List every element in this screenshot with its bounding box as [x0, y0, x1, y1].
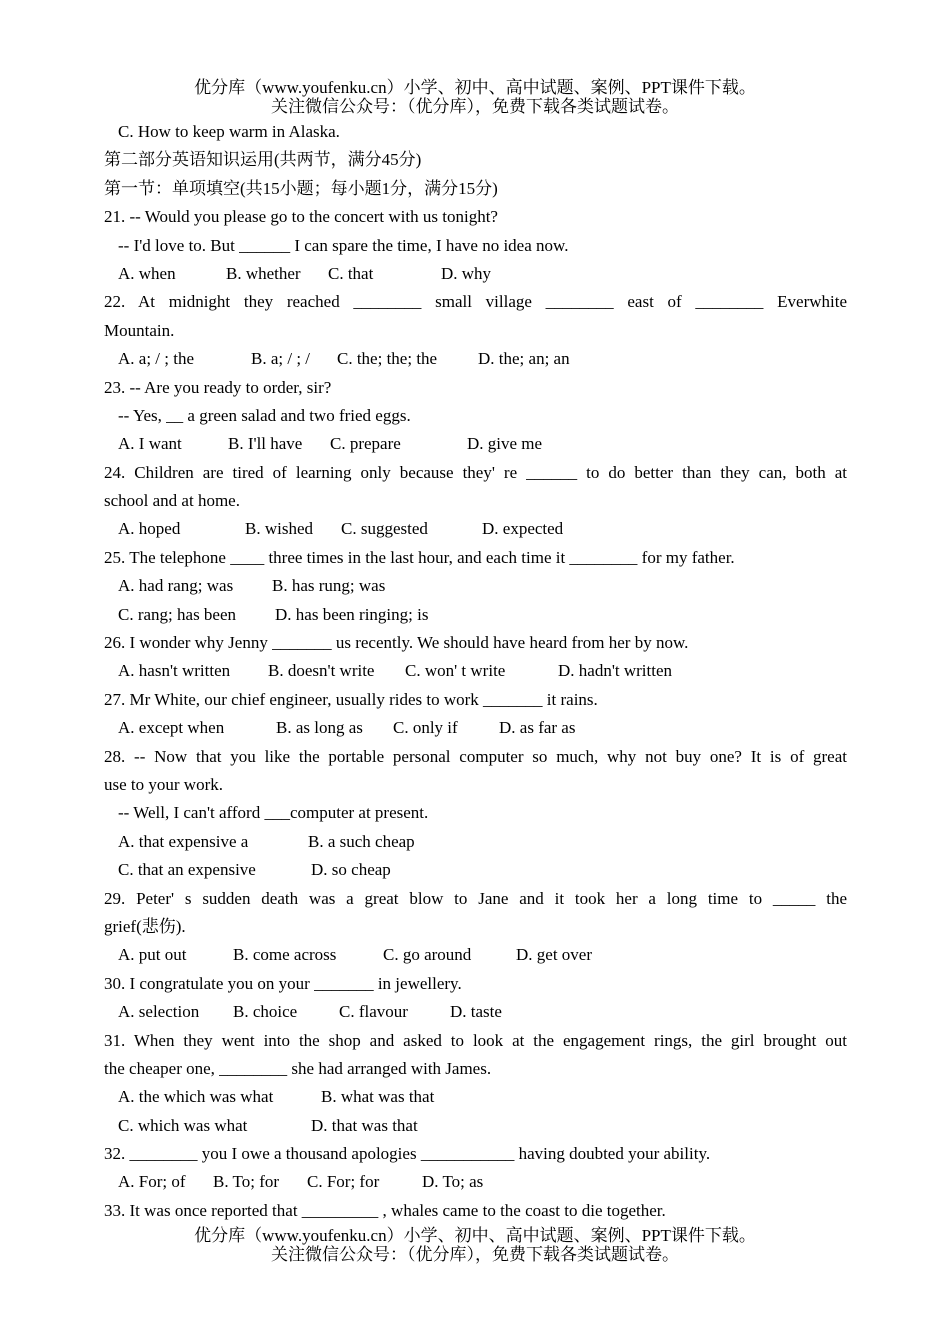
question-25-options-2 — [104, 601, 847, 629]
question-32: 32. ________ you I owe a thousand apologies ___________ having doubted your ability. — [104, 1144, 711, 1164]
page-footer — [0, 1226, 950, 1264]
question-21: 21. -- Would you please go to the concert with us tonight? — [104, 207, 498, 227]
question-25: 25. The telephone ____ three times in the last hour, and each time it ________ for my father. — [104, 547, 735, 567]
option-c: C. prepare — [330, 434, 401, 454]
option-a: A. selection — [118, 1002, 200, 1022]
option-a: A. that expensive a — [118, 831, 249, 851]
option-a: A. the which was what — [118, 1087, 274, 1107]
option-a: A. put out — [118, 945, 187, 965]
question-24: 24. Children are tired of learning only because they' re ______ to do better than they can, both at — [104, 462, 847, 482]
question-33: 33. It was once reported that _________ , whales came to the coast to die together. — [104, 1200, 666, 1220]
option-b: B. wished — [245, 519, 313, 539]
question-24-options — [104, 515, 847, 543]
option-d: D. give me — [467, 434, 543, 454]
option-c: C. For; for — [307, 1172, 380, 1192]
question-23-options — [104, 430, 847, 458]
option-c: C. flavour — [339, 1002, 408, 1022]
question-30: 30. I congratulate you on your _______ in jewellery. — [104, 973, 462, 993]
option-a: A. For; of — [118, 1172, 186, 1192]
question-31-options-1 — [104, 1083, 847, 1111]
option-d: D. that was that — [311, 1115, 418, 1135]
option-c: C. which was what — [118, 1115, 248, 1135]
question-21-options — [104, 260, 847, 288]
question-25-options-1 — [104, 572, 847, 600]
previous-option: C. How to keep warm in Alaska. — [118, 122, 340, 141]
option-d: D. the; an; an — [478, 349, 570, 369]
option-d: D. expected — [482, 519, 564, 539]
question-27: 27. Mr White, our chief engineer, usually rides to work _______ it rains. — [104, 689, 598, 709]
option-c: C. rang; has been — [118, 604, 237, 624]
question-26-options — [104, 657, 847, 685]
option-b: B. what was that — [321, 1087, 435, 1107]
option-c: C. suggested — [341, 519, 428, 539]
option-a: A. hoped — [118, 519, 181, 539]
option-d: D. so cheap — [311, 860, 391, 880]
option-c: C. that an expensive — [118, 860, 256, 880]
question-31: 31. When they went into the shop and asked to look at the engagement rings, the girl brought out — [104, 1030, 847, 1050]
option-d: D. get over — [516, 945, 593, 965]
option-d: D. why — [441, 263, 492, 283]
option-b: B. as long as — [276, 718, 363, 738]
part-title: 第二部分英语知识运用(共两节，满分45分) — [104, 150, 422, 170]
question-31-options-2 — [104, 1112, 847, 1140]
option-a: A. except when — [118, 718, 225, 738]
option-c: C. won' t write — [405, 661, 506, 681]
option-a: A. I want — [118, 434, 182, 454]
option-b: B. a; / ; / — [251, 349, 311, 369]
option-a: A. had rang; was — [118, 576, 234, 596]
question-30-options — [104, 998, 847, 1026]
question-22: 22. At midnight they reached ________ small village ________ east of ________ Everwhite — [104, 292, 847, 312]
question-23: 23. -- Are you ready to order, sir? — [104, 377, 332, 397]
option-b: B. To; for — [213, 1172, 280, 1192]
question-28-options-1 — [104, 828, 847, 856]
option-b: B. a such cheap — [308, 831, 415, 851]
question-28: 28. -- Now that you like the portable personal computer so much, why not buy one? It is of great — [104, 746, 847, 766]
option-b: B. come across — [233, 945, 337, 965]
question-27-options — [104, 714, 847, 742]
question-21-reply: -- I'd love to. But ______ I can spare the time, I have no idea now. — [118, 235, 569, 255]
question-22-options — [104, 345, 847, 373]
question-31-cont: the cheaper one, ________ she had arranged with James. — [104, 1058, 492, 1078]
option-d: D. hadn't written — [558, 661, 673, 681]
section-title: 第一节：单项填空(共15小题；每小题1分，满分15分) — [104, 178, 498, 198]
option-a: A. hasn't written — [118, 661, 231, 681]
question-24-cont: school and at home. — [104, 491, 240, 511]
option-d: D. taste — [450, 1002, 502, 1022]
question-28-options-2 — [104, 856, 847, 884]
option-a: A. a; / ; the — [118, 349, 195, 369]
option-d: D. To; as — [422, 1172, 484, 1192]
option-d: D. has been ringing; is — [275, 604, 429, 624]
question-32-options — [104, 1168, 847, 1196]
footer-line-1: 优分库（www.youfenku.cn）小学、初中、高中试题、案例、PPT课件下载。 — [194, 1226, 756, 1245]
question-28-cont: use to your work. — [104, 774, 223, 794]
question-26: 26. I wonder why Jenny _______ us recently. We should have heard from her by now. — [104, 633, 689, 653]
question-22-cont: Mountain. — [104, 320, 175, 340]
question-29-options — [104, 941, 847, 969]
header-line-1: 优分库（www.youfenku.cn）小学、初中、高中试题、案例、PPT课件下载。 — [194, 78, 756, 97]
header-line-2: 关注微信公众号：（优分库），免费下载各类试题试卷。 — [271, 97, 679, 116]
option-c: C. the; the; the — [337, 349, 438, 369]
option-c: C. only if — [393, 718, 458, 738]
page-header — [0, 78, 950, 116]
option-c: C. go around — [383, 945, 472, 965]
option-d: D. as far as — [499, 718, 576, 738]
option-b: B. doesn't write — [268, 661, 375, 681]
option-c: C. that — [328, 263, 374, 283]
question-29: 29. Peter' s sudden death was a great blow to Jane and it took her a long time to _____ the — [104, 888, 847, 908]
option-a: A. when — [118, 263, 176, 283]
question-28-reply: -- Well, I can't afford ___computer at present. — [118, 803, 429, 823]
option-b: B. has rung; was — [272, 576, 386, 596]
option-b: B. whether — [226, 263, 301, 283]
question-23-reply: -- Yes, __ a green salad and two fried eggs. — [118, 405, 411, 425]
question-29-cont: grief(悲伤). — [104, 916, 186, 936]
footer-line-2: 关注微信公众号：（优分库），免费下载各类试题试卷。 — [271, 1245, 679, 1264]
option-b: B. choice — [233, 1002, 298, 1022]
document-body — [104, 118, 847, 1225]
option-b: B. I'll have — [228, 434, 303, 454]
